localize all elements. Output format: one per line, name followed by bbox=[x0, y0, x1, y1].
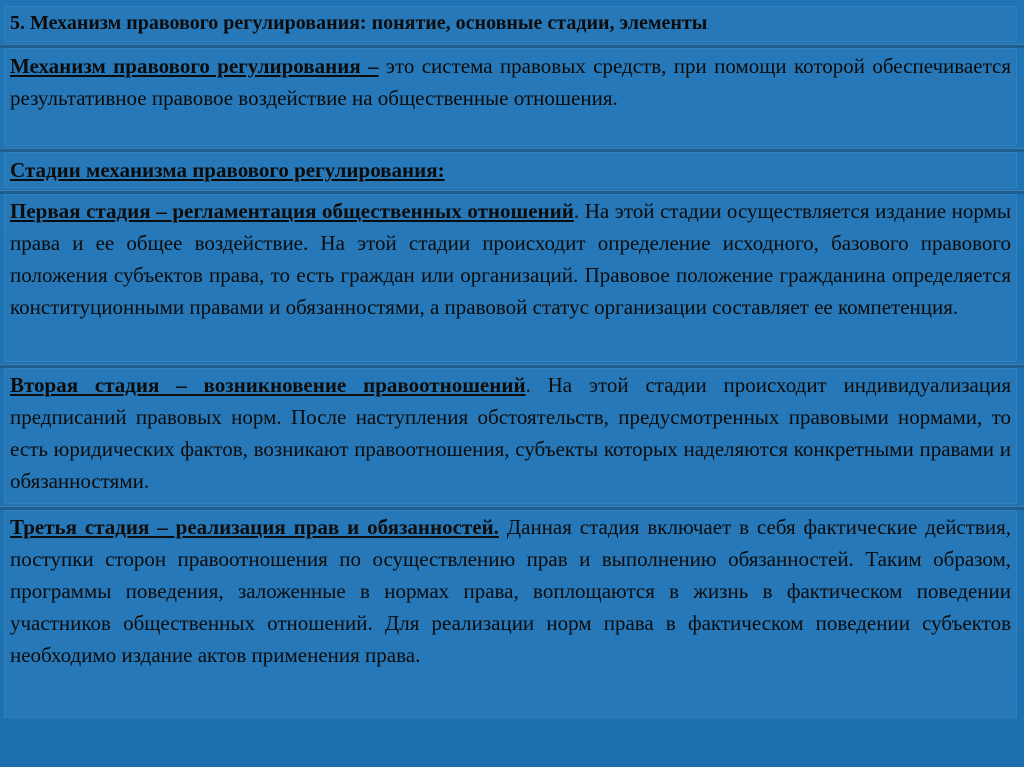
stage2-text: . На этой стадии происходит индивидуализация предписаний правовых норм. После наступления обстоятельств, предусмотренных правовыми нормами, то есть юридических фактов, возникают правоотношения, субъекты которых наделяются конкретными правами и обязанностями. bbox=[10, 373, 1012, 493]
title-block bbox=[4, 6, 1017, 42]
stage1-block bbox=[4, 194, 1017, 362]
stage2-term: Вторая стадия – возникновение правоотношений bbox=[10, 373, 526, 397]
stage1-text: . На этой стадии осуществляется издание нормы права и ее общее воздействие. На этой стадии происходит определение исходного, базового правового положения субъектов права, то есть граждан или организаций. Правовое положение гражданина определяется конституционными правами и обязанностями, а правовой статус организации составляет ее компетенция. bbox=[10, 199, 1011, 319]
stage1-term: Первая стадия – регламентация общественных отношений bbox=[10, 199, 574, 223]
definition-term: Механизм правового регулирования – bbox=[10, 54, 379, 78]
stage3-text: Данная стадия включает в себя фактические действия, поступки сторон правоотношения по осуществлению прав и выполнению обязанностей. Таким образом, программы поведения, заложенные в нормах права, воплощаются в жизнь в фактическом поведении участников общественных отношений. Для реализации норм права в фактическом поведении субъектов необходимо издание актов применения права. bbox=[10, 515, 1011, 667]
definition-paragraph bbox=[4, 48, 1017, 114]
stage2-block bbox=[4, 368, 1017, 504]
stage1-paragraph bbox=[4, 194, 1017, 323]
stage3-paragraph bbox=[4, 510, 1017, 671]
stage3-block bbox=[4, 510, 1017, 718]
stage3-term: Третья стадия – реализация прав и обязанностей. bbox=[10, 515, 499, 539]
definition-text: это система правовых средств, при помощи которой обеспечивается результативное правовое воздействие на общественные отношения. bbox=[10, 54, 1011, 110]
stages-heading-block bbox=[4, 152, 1017, 188]
stage2-paragraph bbox=[4, 368, 1017, 497]
definition-block bbox=[4, 48, 1017, 146]
stages-heading: Стадии механизма правового регулирования: bbox=[10, 158, 445, 182]
slide-title: 5. Механизм правового регулирования: понятие, основные стадии, элементы bbox=[10, 12, 708, 34]
